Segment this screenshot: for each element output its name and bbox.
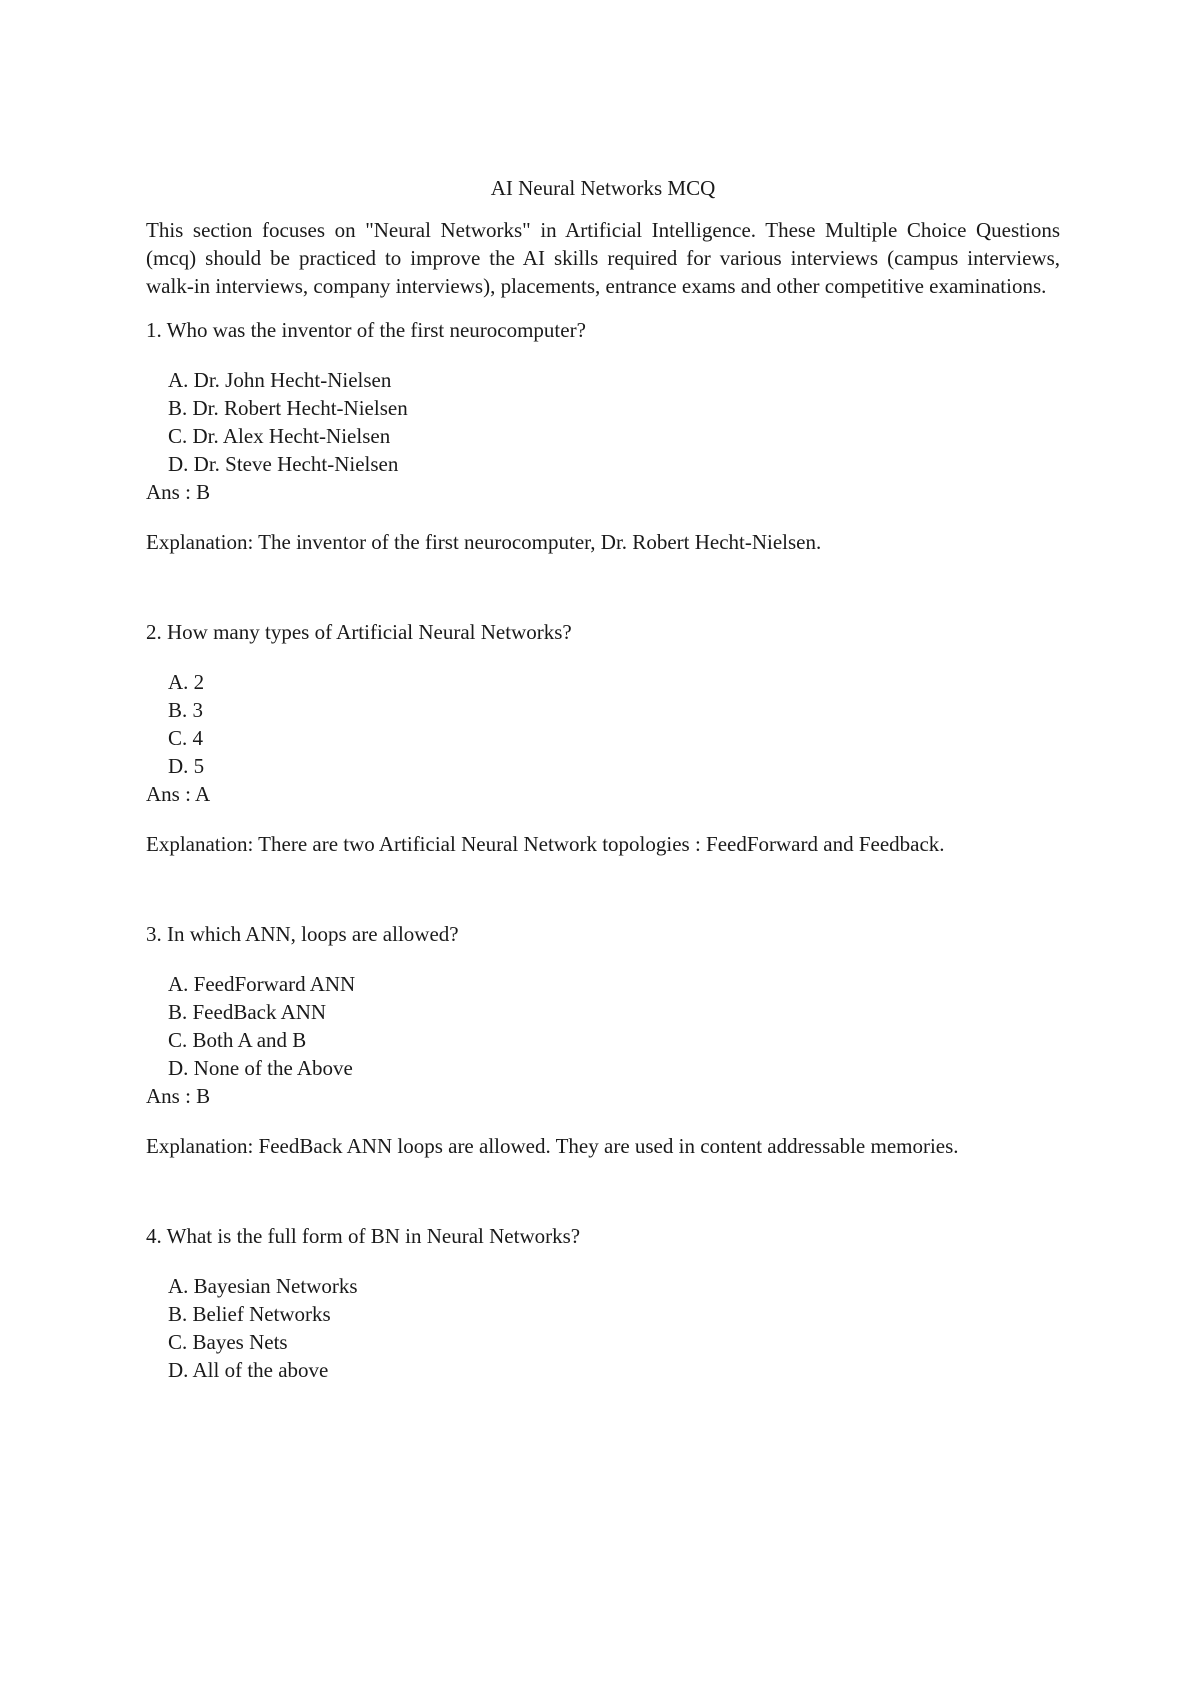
option-item: B. Dr. Robert Hecht-Nielsen bbox=[168, 396, 408, 420]
option-item: D. None of the Above bbox=[168, 1056, 353, 1080]
options-list bbox=[146, 668, 1060, 780]
answer-text: Ans : B bbox=[146, 1084, 211, 1108]
spacer bbox=[146, 556, 1060, 618]
option-item: B. FeedBack ANN bbox=[168, 1000, 327, 1024]
options-list bbox=[146, 1272, 1060, 1384]
question-block-3 bbox=[146, 920, 1060, 1160]
question-block-4 bbox=[146, 1222, 1060, 1384]
question-text: 1. Who was the inventor of the first neurocomputer? bbox=[146, 318, 586, 342]
option-item: A. Dr. John Hecht-Nielsen bbox=[168, 368, 392, 392]
option-item: B. Belief Networks bbox=[168, 1302, 331, 1326]
option-item: D. Dr. Steve Hecht-Nielsen bbox=[168, 452, 399, 476]
spacer bbox=[146, 1160, 1060, 1222]
option-item: A. FeedForward ANN bbox=[168, 972, 356, 996]
answer-text: Ans : B bbox=[146, 480, 211, 504]
option-item: D. 5 bbox=[168, 754, 205, 778]
intro-paragraph: This section focuses on "Neural Networks" in Artificial Intelligence. These Multiple Choice Questions (mcq) should be practiced to improve the AI skills required for various interviews (campus interviews, walk-in interviews, company interviews), placements, entrance exams and other competitive examinations. bbox=[146, 218, 1060, 298]
option-item: D. All of the above bbox=[168, 1358, 329, 1382]
options-list bbox=[146, 366, 1060, 478]
option-item: C. Bayes Nets bbox=[168, 1330, 288, 1354]
question-text: 3. In which ANN, loops are allowed? bbox=[146, 922, 459, 946]
spacer bbox=[146, 858, 1060, 920]
explanation-text: Explanation: There are two Artificial Neural Network topologies : FeedForward and Feedback. bbox=[146, 832, 945, 856]
option-item: C. Both A and B bbox=[168, 1028, 307, 1052]
question-block-1 bbox=[146, 316, 1060, 556]
option-item: B. 3 bbox=[168, 698, 204, 722]
option-item: A. 2 bbox=[168, 670, 205, 694]
question-text: 4. What is the full form of BN in Neural Networks? bbox=[146, 1224, 581, 1248]
option-item: C. 4 bbox=[168, 726, 204, 750]
options-list bbox=[146, 970, 1060, 1082]
option-item: C. Dr. Alex Hecht-Nielsen bbox=[168, 424, 391, 448]
explanation-text: Explanation: FeedBack ANN loops are allowed. They are used in content addressable memories. bbox=[146, 1134, 959, 1158]
question-block-2 bbox=[146, 618, 1060, 858]
option-item: A. Bayesian Networks bbox=[168, 1274, 358, 1298]
answer-text: Ans : A bbox=[146, 782, 211, 806]
document-title: AI Neural Networks MCQ bbox=[490, 176, 716, 200]
document-page bbox=[146, 174, 1060, 1384]
explanation-text: Explanation: The inventor of the first neurocomputer, Dr. Robert Hecht-Nielsen. bbox=[146, 530, 822, 554]
question-text: 2. How many types of Artificial Neural Networks? bbox=[146, 620, 572, 644]
